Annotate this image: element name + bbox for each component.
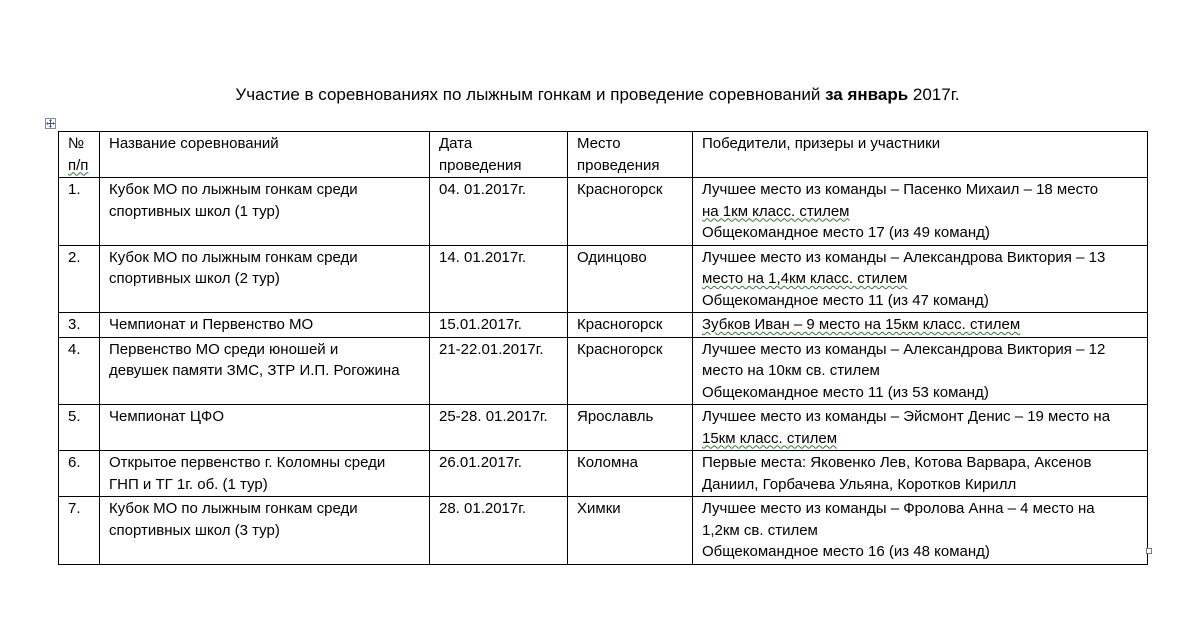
cell-winners-line-text: Зубков Иван – 9 место на 15км класс. стилем bbox=[702, 316, 1021, 333]
cell-winners-line: 1,2км св. стилем bbox=[702, 521, 818, 539]
cell-place: Красногорск bbox=[568, 313, 693, 338]
cell-date: 04. 01.2017г. bbox=[430, 178, 568, 246]
cell-num: 5. bbox=[59, 405, 100, 451]
cell-winners-line: место на 10км св. стилем bbox=[702, 362, 880, 379]
cell-name bbox=[100, 405, 430, 451]
cell-num: 4. bbox=[59, 337, 100, 405]
table-move-handle-icon[interactable] bbox=[45, 118, 56, 129]
cell-winners-line bbox=[702, 268, 1138, 290]
cell-winners-line: Лучшее место из команды – Александрова Виктория – 12 bbox=[702, 340, 1106, 358]
table-row bbox=[59, 245, 1148, 313]
cell-winners-line: Лучшее место из команды – Александрова Виктория – 13 bbox=[702, 248, 1106, 266]
table-row bbox=[59, 451, 1148, 497]
cell-name-line: Кубок МО по лыжным гонкам среди bbox=[109, 248, 358, 266]
table-row bbox=[59, 405, 1148, 451]
header-date-line: проведения bbox=[439, 156, 522, 174]
cell-name bbox=[100, 451, 430, 497]
cell-num: 2. bbox=[59, 245, 100, 313]
cell-winners-line: Общекомандное место 16 (из 48 команд) bbox=[702, 543, 990, 560]
title-text: Участие в соревнованиях по лыжным гонкам и проведение соревнований bbox=[235, 85, 826, 104]
header-num bbox=[59, 132, 100, 178]
cell-num: 7. bbox=[59, 497, 100, 565]
cell-winners-line bbox=[702, 201, 1138, 223]
cell-winners bbox=[693, 337, 1148, 405]
cell-winners bbox=[693, 178, 1148, 246]
header-num-line-text: п/п bbox=[68, 156, 89, 174]
cell-date: 21-22.01.2017г. bbox=[430, 337, 568, 405]
cell-winners-line: Первые места: Яковенко Лев, Котова Варвара, Аксенов bbox=[702, 454, 1092, 471]
header-date-line: Дата bbox=[439, 135, 473, 152]
header-winners-line: Победители, призеры и участники bbox=[702, 135, 941, 152]
competitions-table bbox=[58, 131, 1148, 565]
cell-place: Красногорск bbox=[568, 178, 693, 246]
cell-name bbox=[100, 313, 430, 338]
cell-place: Химки bbox=[568, 497, 693, 565]
cell-date: 28. 01.2017г. bbox=[430, 497, 568, 565]
cell-name-line: Чемпионат и Первенство МО bbox=[109, 316, 314, 333]
cell-name-line: спортивных школ (1 тур) bbox=[109, 202, 280, 220]
cell-winners-line: Лучшее место из команды – Фролова Анна – 4 место на bbox=[702, 500, 1095, 517]
cell-date: 14. 01.2017г. bbox=[430, 245, 568, 313]
cell-winners bbox=[693, 451, 1148, 497]
table-resize-handle[interactable] bbox=[1146, 548, 1152, 554]
cell-winners-line: Общекомандное место 17 (из 49 команд) bbox=[702, 224, 990, 241]
cell-winners-line: Общекомандное место 11 (из 53 команд) bbox=[702, 383, 989, 401]
header-winners bbox=[693, 132, 1148, 178]
cell-winners-line: Общекомандное место 11 (из 47 команд) bbox=[702, 291, 989, 309]
title-year-text: 2017г. bbox=[908, 85, 960, 104]
table-header-row bbox=[59, 132, 1148, 178]
cell-name-line: ГНП и ТГ 1г. об. (1 тур) bbox=[109, 475, 268, 493]
cell-name-line: девушек памяти ЗМС, ЗТР И.П. Рогожина bbox=[109, 362, 400, 379]
cell-place: Красногорск bbox=[568, 337, 693, 405]
cell-winners bbox=[693, 405, 1148, 451]
table-row bbox=[59, 178, 1148, 246]
cell-winners bbox=[693, 313, 1148, 338]
cell-winners-line: Даниил, Горбачева Ульяна, Коротков Кирилл bbox=[702, 475, 1017, 493]
header-num-line: № bbox=[68, 135, 85, 152]
header-place-line: Место bbox=[577, 135, 621, 152]
cell-num: 3. bbox=[59, 313, 100, 338]
cell-name-line: Чемпионат ЦФО bbox=[109, 408, 224, 425]
header-name bbox=[100, 132, 430, 178]
header-name-line: Название соревнований bbox=[109, 135, 279, 152]
table-row bbox=[59, 313, 1148, 338]
cell-winners-line-text: 15км класс. стилем bbox=[702, 429, 838, 447]
table-row bbox=[59, 497, 1148, 565]
cell-place: Коломна bbox=[568, 451, 693, 497]
cell-date: 25-28. 01.2017г. bbox=[430, 405, 568, 451]
cell-name bbox=[100, 178, 430, 246]
cell-date: 26.01.2017г. bbox=[430, 451, 568, 497]
cell-winners-line-text: на 1км класс. стилем bbox=[702, 202, 850, 220]
cell-winners-line-text: место на 1,4км класс. стилем bbox=[702, 270, 908, 287]
cell-num: 6. bbox=[59, 451, 100, 497]
cell-winners-line bbox=[702, 428, 1138, 450]
header-place bbox=[568, 132, 693, 178]
cell-name-line: спортивных школ (2 тур) bbox=[109, 270, 280, 287]
cell-name bbox=[100, 245, 430, 313]
cell-name-line: спортивных школ (3 тур) bbox=[109, 521, 280, 539]
cell-winners bbox=[693, 245, 1148, 313]
cell-winners-line bbox=[702, 314, 1138, 336]
cell-name bbox=[100, 337, 430, 405]
cell-winners bbox=[693, 497, 1148, 565]
header-date bbox=[430, 132, 568, 178]
cell-num: 1. bbox=[59, 178, 100, 246]
cell-winners-line: Лучшее место из команды – Эйсмонт Денис – 19 место на bbox=[702, 408, 1111, 425]
cell-name-line: Кубок МО по лыжным гонкам среди bbox=[109, 500, 358, 517]
document-title bbox=[0, 84, 1195, 106]
header-num-line bbox=[68, 155, 90, 177]
cell-place: Ярославль bbox=[568, 405, 693, 451]
cell-name bbox=[100, 497, 430, 565]
table-row bbox=[59, 337, 1148, 405]
cell-place: Одинцово bbox=[568, 245, 693, 313]
cell-name-line: Первенство МО среди юношей и bbox=[109, 340, 339, 358]
cell-winners-line: Лучшее место из команды – Пасенко Михаил – 18 место bbox=[702, 181, 1099, 198]
header-place-line: проведения bbox=[577, 156, 660, 174]
title-bold-text: за январь bbox=[825, 85, 909, 104]
cell-date: 15.01.2017г. bbox=[430, 313, 568, 338]
cell-name-line: Открытое первенство г. Коломны среди bbox=[109, 454, 386, 471]
cell-name-line: Кубок МО по лыжным гонкам среди bbox=[109, 181, 358, 198]
